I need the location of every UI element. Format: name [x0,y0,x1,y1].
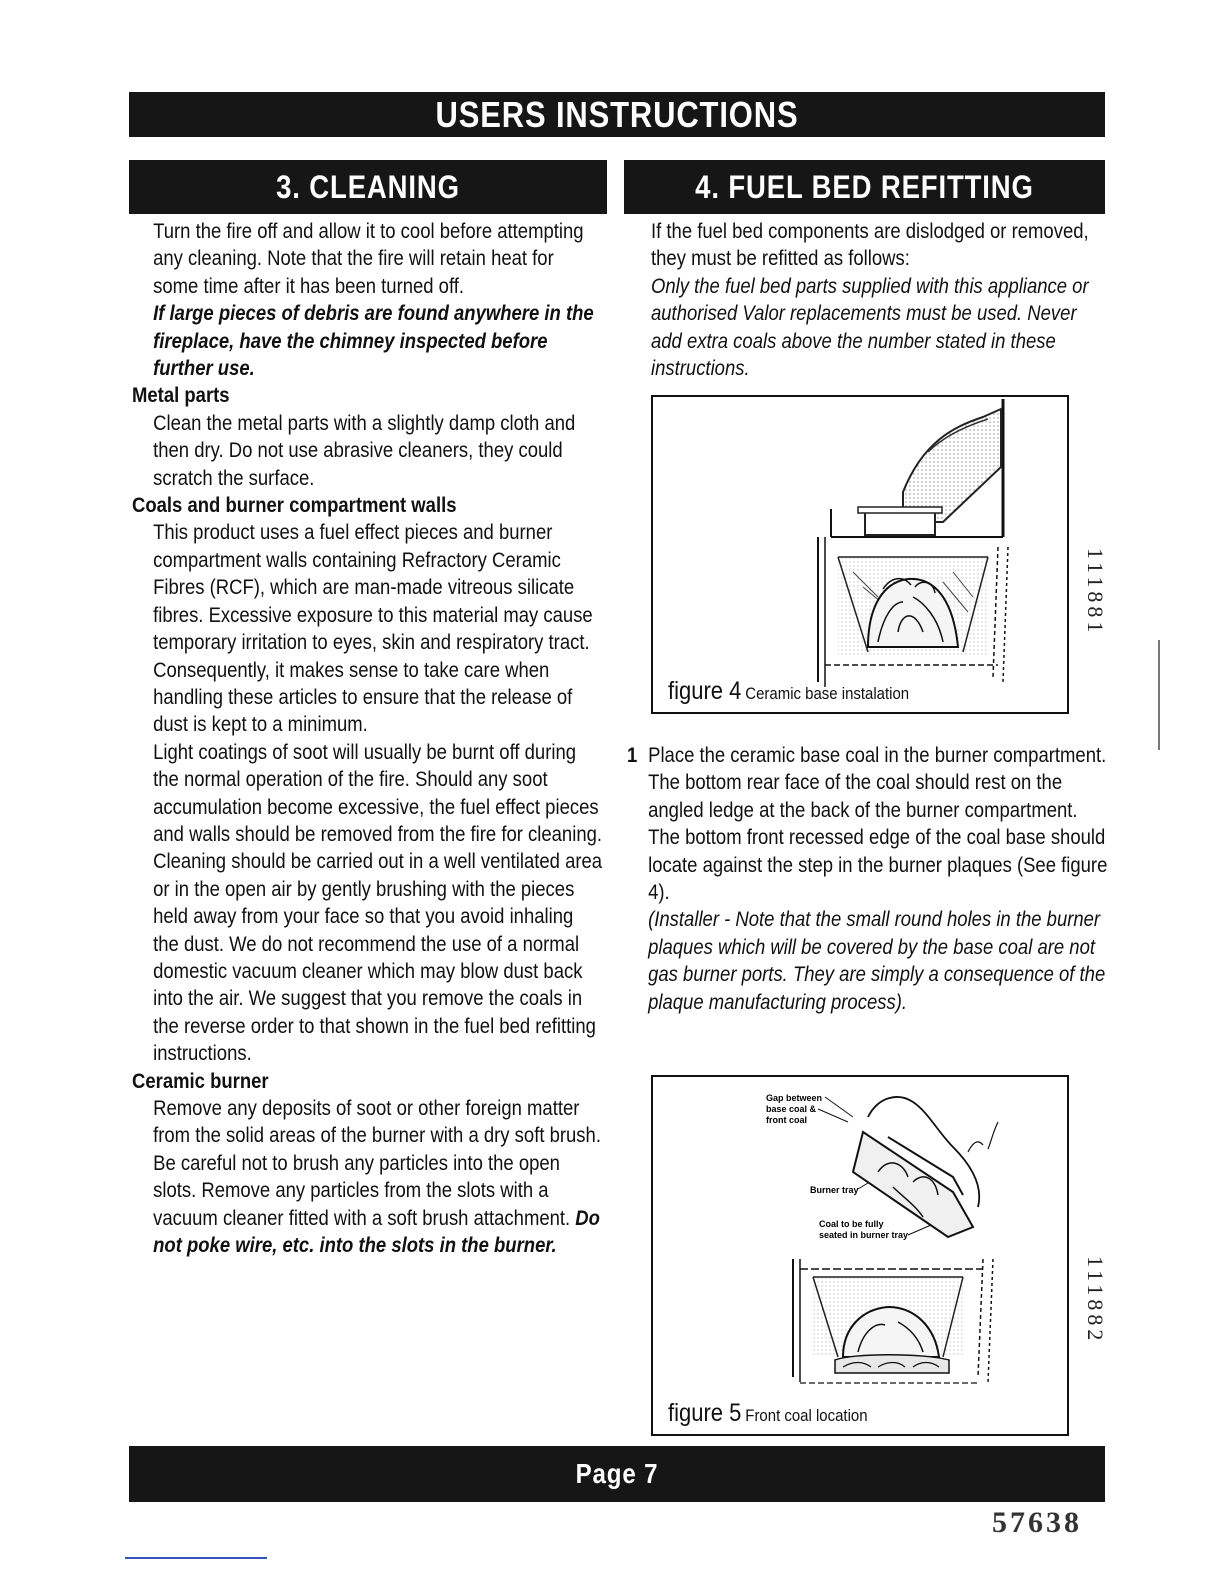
ceramic-burner-text [132,1095,603,1259]
figure-4-label: figure 4 [668,677,742,705]
metal-parts-text: Clean the metal parts with a slightly damp cloth and then dry. Do not use abrasive cleaners, they could scratch the surface. [153,411,576,490]
figure-5-label: figure 5 [668,1399,742,1427]
refitting-note: Only the fuel bed parts supplied with this appliance or authorised Valor replacements must be used. Never add extra coals above the number stated in these instructions. [651,274,1089,381]
figure-5-illustration [653,1077,1067,1434]
metal-parts-heading: Metal parts [132,384,230,408]
cleaning-column [132,218,603,1259]
refitting-intro-block [651,218,1109,382]
coals-text-rcf: This product uses a fuel effect pieces and burner compartment walls containing Refractory Ceramic Fibres (RCF), which are man-made vitreous silicate fibres. Excessive exposure to this material may cause temporary irritation to eyes, skin and respiratory tract. Consequently, it makes sense to take care when handling these articles to ensure that the release of dust is kept to a minimum. [153,521,593,737]
gap-callout-line-2: base coal & [766,1104,817,1114]
ceramic-burner-instructions: Remove any deposits of soot or other foreign matter from the solid areas of the burner with a dry soft brush. Be careful not to brush any particles into the open slots. Remove any particles from the slots with a vacuum cleaner fitted with a soft brush attachment. [153,1097,601,1230]
figure-5-code: 111882 [1083,1256,1108,1345]
figure-5-caption [668,1399,895,1428]
page-banner [129,92,1105,137]
step-number: 1 [627,744,638,767]
cleaning-intro: Turn the fire off and allow it to cool before attempting any cleaning. Note that the fire will retain heat for some time after it has been turned off. [153,220,584,298]
installer-note: (Installer - Note that the small round holes in the burner plaques which will be covered by the base coal are not gas burner ports. They are simply a consequence of the plaque manufacturing process). [648,908,1106,1014]
seat-callout-line-2: seated in burner tray [819,1230,909,1240]
refitting-intro: If the fuel bed components are dislodged or removed, they must be refitted as follows: [651,220,1089,271]
scan-edge-line [1158,640,1160,750]
seat-callout-line-1: Coal to be fully [819,1219,884,1229]
figure-5 [651,1075,1069,1436]
cleaning-heading: 3. CLEANING [276,169,460,205]
page-footer [129,1446,1105,1502]
page-title: USERS INSTRUCTIONS [435,94,799,135]
step-1-text: Place the ceramic base coal in the burner compartment. The bottom rear face of the coal should rest on the angled ledge at the back of the burner compartment. The bottom front recessed edge of the coal base should locate against the step in the burner plaques (See figure 4). [648,744,1108,905]
figure-5-caption-text: Front coal location [745,1406,868,1425]
ceramic-burner-heading: Ceramic burner [132,1069,269,1093]
document-number: 57638 [992,1506,1082,1539]
coals-heading: Coals and burner compartment walls [132,494,457,518]
coals-text-soot: Light coatings of soot will usually be burnt off during the normal operation of the fire. Should any soot accumulation become excessive, the fuel effect pieces and walls should be removed from the fire for cleaning. Cleaning should be carried out in a well ventilated area or in the open air by gently brushing with the pieces held away from your face so that you avoid inhaling the dust. We do not recommend the use of a normal domestic vacuum cleaner which may blow dust back into the air. We suggest that you remove the coals in the reverse order to that shown in the fuel bed refitting instructions. [153,740,603,1066]
cleaning-section-header [129,160,607,214]
figure-4-illustration [653,397,1067,712]
bottom-rule [125,1557,267,1559]
figure-4 [651,395,1069,714]
gap-callout-line-3: front coal [766,1115,808,1125]
debris-warning: If large pieces of debris are found anywhere in the fireplace, have the chimney inspected before further use. [153,302,594,381]
burner-slot-warning: Do not poke wire, etc. into the slots in the burner. [153,1206,600,1258]
burner-tray-callout: Burner tray [810,1185,859,1195]
gap-callout-line-1: Gap between [766,1093,823,1103]
figure-4-caption [668,677,942,706]
refitting-section-header [624,160,1105,214]
figure-4-code: 111881 [1083,548,1108,637]
refitting-heading: 4. FUEL BED REFITTING [695,169,1034,205]
page-number: Page 7 [575,1458,659,1489]
step-1 [627,742,1111,1016]
figure-4-caption-text: Ceramic base instalation [745,684,910,703]
